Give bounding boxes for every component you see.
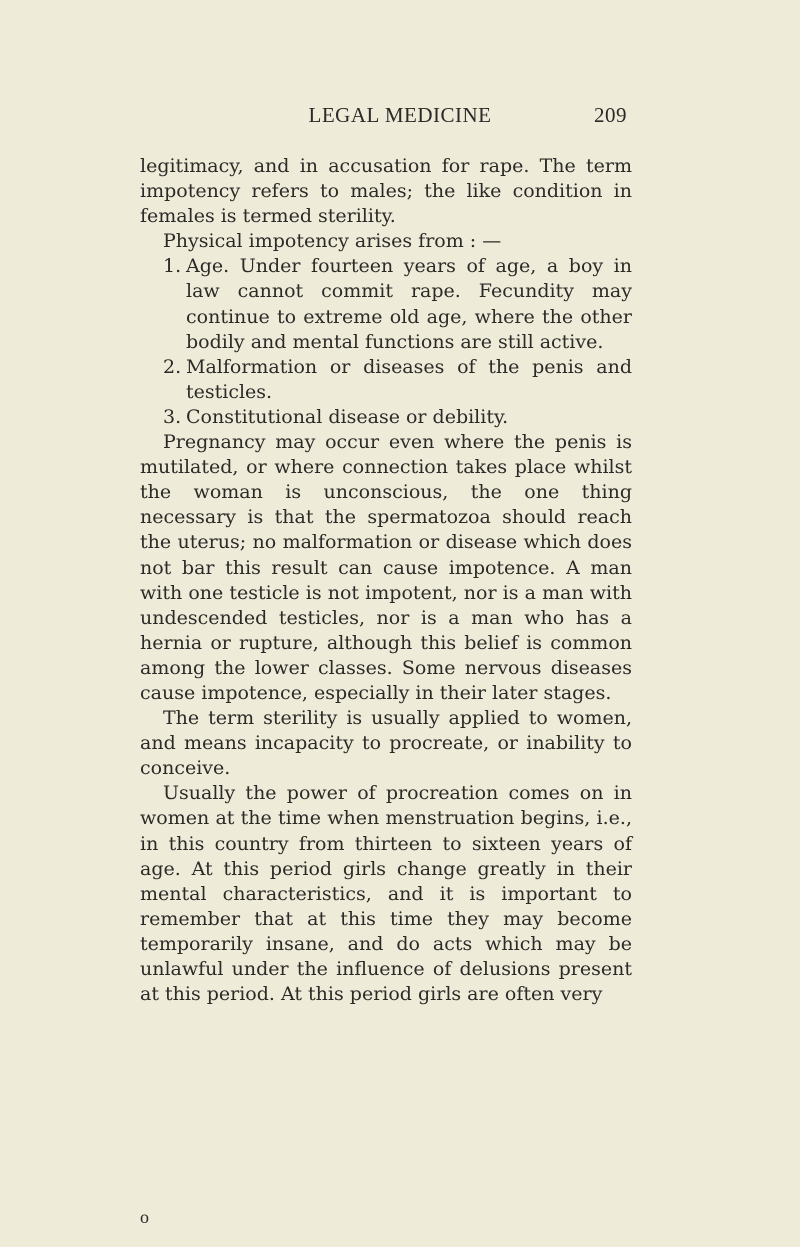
causes-list xyxy=(140,254,632,430)
signature-mark: o xyxy=(140,1207,149,1227)
paragraph-sterility: The term sterility is usually applied to women, and means incapacity to procreate, or inability to conceive. xyxy=(140,707,632,780)
page-header xyxy=(0,103,800,133)
running-head: LEGAL MEDICINE xyxy=(308,103,492,127)
list-item-text: Constitutional disease or debility. xyxy=(186,405,509,428)
paragraph-intro: Physical impotency arises from : — xyxy=(163,230,502,253)
paragraph-pregnancy: Pregnancy may occur even where the penis is mutilated, or where connection takes place whilst the woman is unconscious, the one thing necessary is that the spermatozoa should reach the uterus; no malformation or disease which does not bar this result can cause impotence. A man with one testicle is not impotent, nor is a man with undescended testicles, nor is a man who has a hernia or rupture, although this belief is common among the lower classes. Some nervous diseases cause impotence, especially in their later stages. xyxy=(140,431,632,704)
list-item-number: 1. xyxy=(163,255,182,278)
list-item xyxy=(163,254,632,354)
list-item-text: Malformation or diseases of the penis and testicles. xyxy=(186,355,632,403)
paragraph-procreation: Usually the power of procreation comes on in women at the time when menstruation begins, i.e., in this country from thirteen to sixteen years of age. At this period girls change greatly in their mental characteristics, and it is important to remember that at this time they may become temporarily insane, and do acts which may be unlawful under the influence of delusions present at this period. At this period girls are often very xyxy=(140,782,632,1006)
list-item-number: 3. xyxy=(163,405,182,428)
body-text xyxy=(140,154,632,1007)
list-item xyxy=(163,355,632,405)
paragraph-continuation: legitimacy, and in accusation for rape. The term impotency refers to males; the like condition in females is termed sterility. xyxy=(140,155,632,228)
list-item xyxy=(163,405,632,430)
list-item-number: 2. xyxy=(163,355,182,378)
page-number: 209 xyxy=(594,103,627,127)
list-item-text: Age. Under fourteen years of age, a boy in law cannot commit rape. Fecundity may continue to extreme old age, where the other bodily and mental functions are still active. xyxy=(186,255,632,353)
